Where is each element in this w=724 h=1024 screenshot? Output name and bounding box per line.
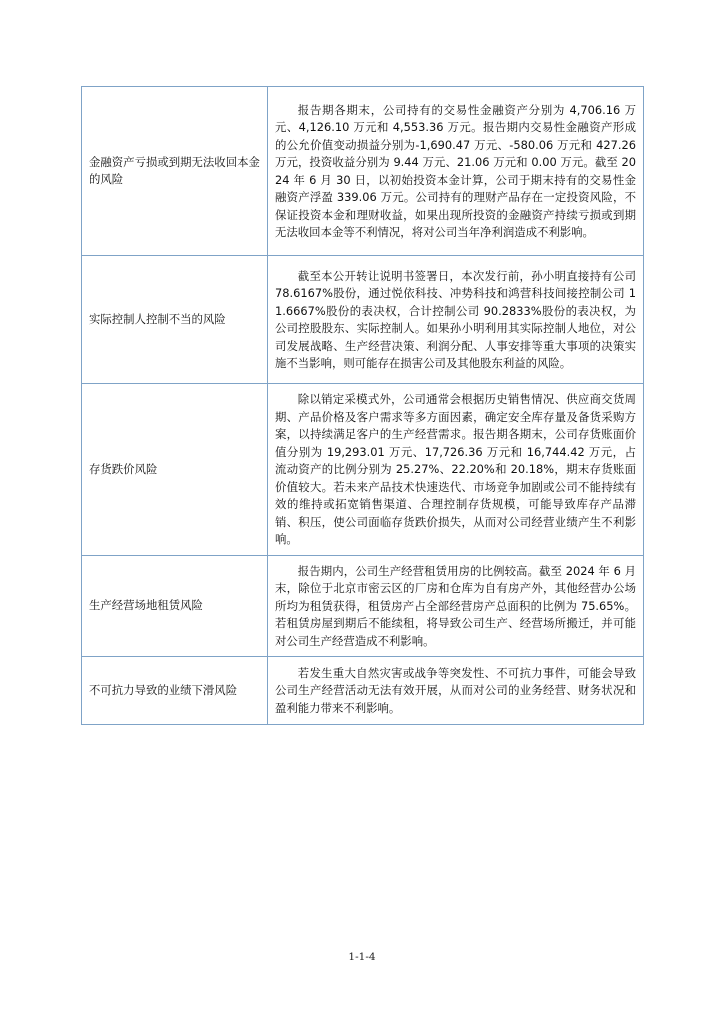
- table-row: [82, 87, 644, 256]
- risk-name: 金融资产亏损或到期无法收回本金的风险: [89, 154, 260, 186]
- risk-name-cell: [82, 657, 268, 725]
- risk-name: 存货跌价风险: [89, 461, 158, 476]
- table-row: [82, 555, 644, 657]
- risk-description: 除以销定采模式外，公司通常会根据历史销售情况、供应商交货周期、产品价格及客户需求等多方面因素，确定安全库存量及备货采购方案，以持续满足客户的生产经营需求。报告期各期末，公司存货账面价值分别为 19,293.01 万元、17,726.36 万元和 16,744.42 万元，占流动资产的比例分别为 25.27%、22.20%和 20.18%，期末存货账面价值较大。若未来产品技术快速迭代、市场竞争加剧或公司不能持续有效的维持或拓宽销售渠道、合理控制存货规模，可能导致库存产品滞销、积压，使公司面临存货跌价损失，从而对公司经营业绩产生不利影响。: [275, 392, 636, 546]
- risk-description: 报告期内，公司生产经营租赁用房的比例较高。截至 2024 年 6 月末，除位于北京市密云区的厂房和仓库为自有房产外，其他经营办公场所均为租赁获得，租赁房产占全部经营房产总面积的比例为 75.65%。若租赁房屋到期后不能续租，将导致公司生产、经营场所搬迁，并可能对公司生产经营造成不利影响。: [275, 563, 636, 648]
- page-number: 1-1-4: [348, 951, 376, 963]
- table-row: [82, 256, 644, 384]
- risk-description: 报告期各期末，公司持有的交易性金融资产分别为 4,706.16 万元、4,126.10 万元和 4,553.36 万元。报告期内交易性金融资产形成的公允价值变动损益分别为-1,690.47 万元、-580.06 万元和 427.26 万元，投资收益分别为 9.44 万元、21.06 万元和 0.00 万元。截至 2024 年 6 月 30 日，以初始投资本金计算，公司于期末持有的交易性金融资产浮盈 339.06 万元。公司持有的理财产品存在一定投资风险，不保证投资本金和理财收益，如果出现所投资的金融资产持续亏损或到期无法收回本金等不利情况，将对公司当年净利润造成不利影响。: [275, 102, 636, 239]
- risk-description: 若发生重大自然灾害或战争等突发性、不可抗力事件，可能会导致公司生产经营活动无法有效开展，从而对公司的业务经营、财务状况和盈利能力带来不利影响。: [275, 665, 636, 715]
- risk-name-cell: [82, 87, 268, 256]
- risk-description-cell: [268, 657, 644, 725]
- risk-name-cell: [82, 555, 268, 657]
- risk-description-cell: [268, 256, 644, 384]
- risk-description: 截至本公开转让说明书签署日，本次发行前，孙小明直接持有公司 78.6167%股份，通过悦依科技、冲势科技和鸿营科技间接控制公司 11.6667%股份的表决权，合计控制公司 90.2833%股份的表决权，为公司控股股东、实际控制人。如果孙小明利用其实际控制人地位，对公司发展战略、生产经营决策、利润分配、人事安排等重大事项的决策实施不当影响，则可能存在损害公司及其他股东利益的风险。: [275, 268, 636, 370]
- risk-name: 不可抗力导致的业绩下滑风险: [89, 682, 238, 697]
- risk-table: [81, 86, 644, 725]
- risk-name-cell: [82, 384, 268, 556]
- table-row: [82, 657, 644, 725]
- risk-name-cell: [82, 256, 268, 384]
- risk-description-cell: [268, 87, 644, 256]
- risk-description-cell: [268, 384, 644, 556]
- table-row: [82, 384, 644, 556]
- risk-name: 生产经营场地租赁风险: [89, 598, 203, 612]
- risk-description-cell: [268, 555, 644, 657]
- risk-name: 实际控制人控制不当的风险: [89, 311, 226, 326]
